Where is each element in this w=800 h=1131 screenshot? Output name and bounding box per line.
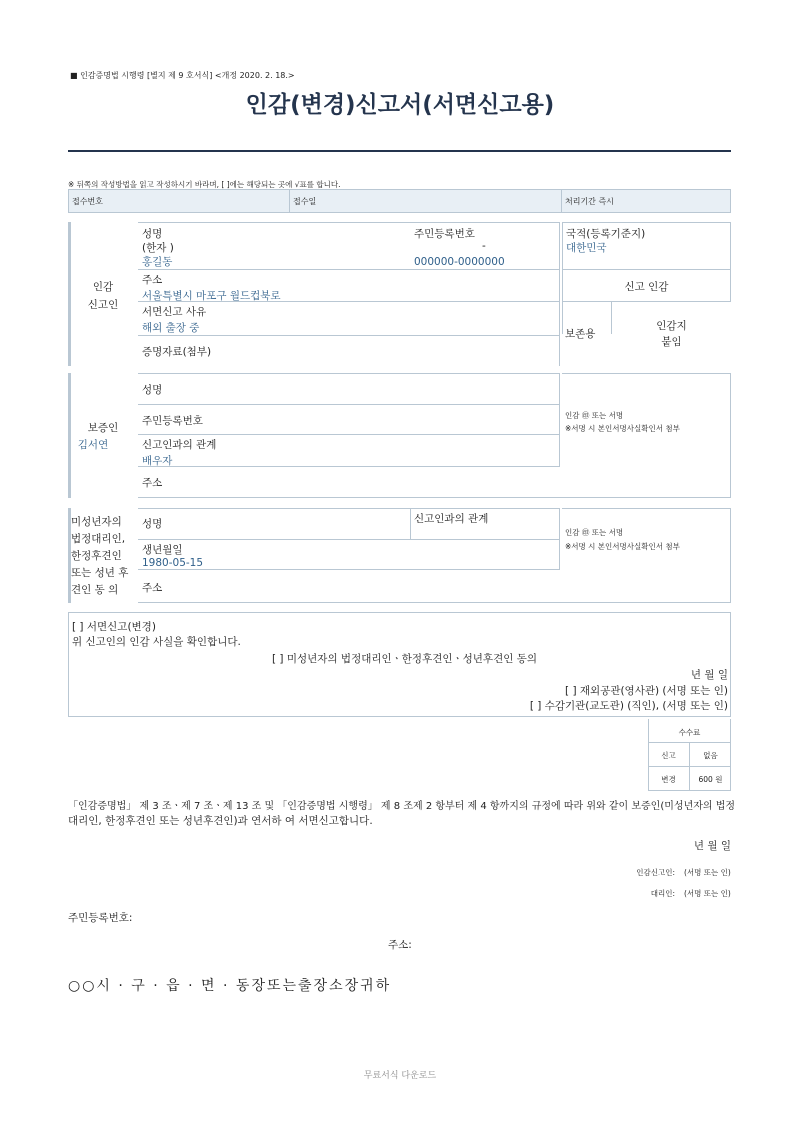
fee-title: 수수료 [678,728,701,737]
statement-line-1: 「인감증명법」 제 3 조ㆍ제 7 조ㆍ제 13 조 및 「인감증명법 시행령」 제 8 조제 2 항부터 제 4 항까지의 규정에 따라 위와 같이 보증인(미성년자의 법정 [68,801,736,812]
minor-name-label: 성명 [142,518,163,530]
minor-birth-label: 생년월일 [142,544,183,556]
confirm-line: 위 신고인의 인감 사실을 확인합니다. [72,636,241,648]
confirm-option-written[interactable]: [ ] 서면신고(변경) [72,621,156,633]
declarant-section-label-2: 신고인 [87,299,119,311]
receipt-divider-2 [561,189,562,213]
seal-paper-line-1: 인감지 [656,320,687,332]
agent-sign-label: 대리인: [650,889,675,898]
declarant-section-label-1: 인감 [92,281,114,293]
minor-label-line-2: 법정대리인, [71,533,126,545]
declarant-address-value: 서울특별시 마포구 월드컵북로 [142,290,281,302]
fee-row-label: 변경 [661,775,676,784]
fee-row-label: 신고 [661,751,676,760]
agent-sign-hint[interactable]: (서명 또는 인) [684,889,731,898]
declarant-rrn-dash: - [482,240,486,252]
fee-row-value: 600 원 [698,775,723,784]
minor-relation-label: 신고인과의 관계 [414,513,489,525]
declarant-name-cell[interactable] [138,222,410,270]
nationality-label: 국적(등록기준지) [566,228,646,240]
declarant-sign-label: 인감신고인: [636,868,675,877]
declarant-section-label [68,278,138,314]
minor-label-line-1: 미성년자의 [71,516,122,528]
guarantor-seal-note-2: ※서명 시 본인서명사실확인서 첨부 [565,424,680,433]
fee-row-value: 없음 [703,751,718,760]
addressee: ○○시 · 구 · 읍 · 면 · 동장또는출장소장귀하 [68,978,392,994]
guarantor-address-cell[interactable] [138,467,731,498]
agent-rrn-label[interactable]: 주민등록번호: [68,912,133,924]
statement-line-2: 대리인, 한정후견인 또는 성년후견인)과 연서하 여 서면신고합니다. [68,815,373,827]
form-reference: ■ 인감증명법 시행령 [별지 제 9 호서식] <개정 2020. 2. 18.> [70,71,295,80]
minor-address-cell[interactable] [138,570,731,603]
page-title: 인감(변경)신고서(서면신고용) [245,92,555,118]
confirm-consulate[interactable]: [ ] 재외공관(영사관) (서명 또는 인) [565,685,728,697]
title-divider [68,150,731,152]
receipt-date-label: 접수일 [293,197,317,206]
statement-date: 년 월 일 [693,840,731,852]
receipt-row [68,189,731,213]
minor-name-cell[interactable] [138,508,410,540]
agent-address-label[interactable]: 주소: [388,939,412,951]
declarant-rrn-value: 000000-0000000 [414,256,505,268]
processing-period-label: 처리기간 즉시 [565,197,614,206]
seal-paper-line-2: 붙임 [661,336,682,348]
declarant-name-label: 성명 [142,228,163,240]
minor-seal-note-2: ※서명 시 본인서명사실확인서 첨부 [565,542,680,551]
guarantor-relation-label: 신고인과의 관계 [142,439,217,451]
keep-label: 보존용 [565,328,596,340]
guarantor-bracket [68,373,71,498]
guarantor-address-label: 주소 [142,477,163,489]
minor-label-line-5: 견인 동 의 [71,584,119,596]
guarantor-name-label: 성명 [142,384,163,396]
footer-download-link[interactable]: 무료서식 다운로드 [363,1071,437,1081]
receipt-number-label: 접수번호 [72,197,103,206]
confirm-option-guardian[interactable]: [ ] 미성년자의 법정대리인ㆍ한정후견인ㆍ성년후견인 동의 [272,653,537,665]
reason-label: 서면신고 사유 [142,306,207,318]
guarantor-name-cell[interactable] [138,373,560,405]
guarantor-name-value: 김서연 [77,439,109,451]
guarantor-seal-note-1: 인감 ㊞ 또는 서명 [565,411,624,420]
evidence-label: 증명자료(첨부) [142,346,212,358]
minor-address-label: 주소 [142,582,163,594]
nationality-value: 대한민국 [566,242,607,254]
guarantor-rrn-label: 주민등록번호 [142,415,203,427]
minor-seal-note-1: 인감 ㊞ 또는 서명 [565,528,624,537]
minor-label-line-4: 또는 성년 후 [71,567,129,579]
seal-paper-area [612,318,731,350]
confirm-prison[interactable]: [ ] 수감기관(교도관) (직인), (서명 또는 인) [529,700,728,712]
minor-label-line-3: 한정후견인 [71,550,122,562]
instructions-note: ※ 뒤쪽의 작성방법을 읽고 작성하시기 바라며, [ ]에는 해당되는 곳에 √표를 합니다. [68,180,341,189]
seal-header-label: 신고 인감 [624,281,669,293]
receipt-divider-1 [289,189,290,213]
minor-seal-cell[interactable] [562,508,731,570]
declarant-name-value: 홍길동 [142,256,173,268]
minor-section-label [71,514,128,599]
declarant-sign-hint[interactable]: (서명 또는 인) [684,868,731,877]
reason-value: 해외 출장 중 [142,322,200,334]
guarantor-section-label: 보증인 [87,422,119,434]
confirm-date: 년 월 일 [690,669,728,681]
minor-birth-value: 1980-05-15 [142,557,204,569]
guarantor-relation-value: 배우자 [142,455,173,467]
declarant-hanja-label: (한자 ) [142,242,174,254]
declarant-address-label: 주소 [142,274,163,286]
declarant-rrn-label: 주민등록번호 [414,228,475,240]
